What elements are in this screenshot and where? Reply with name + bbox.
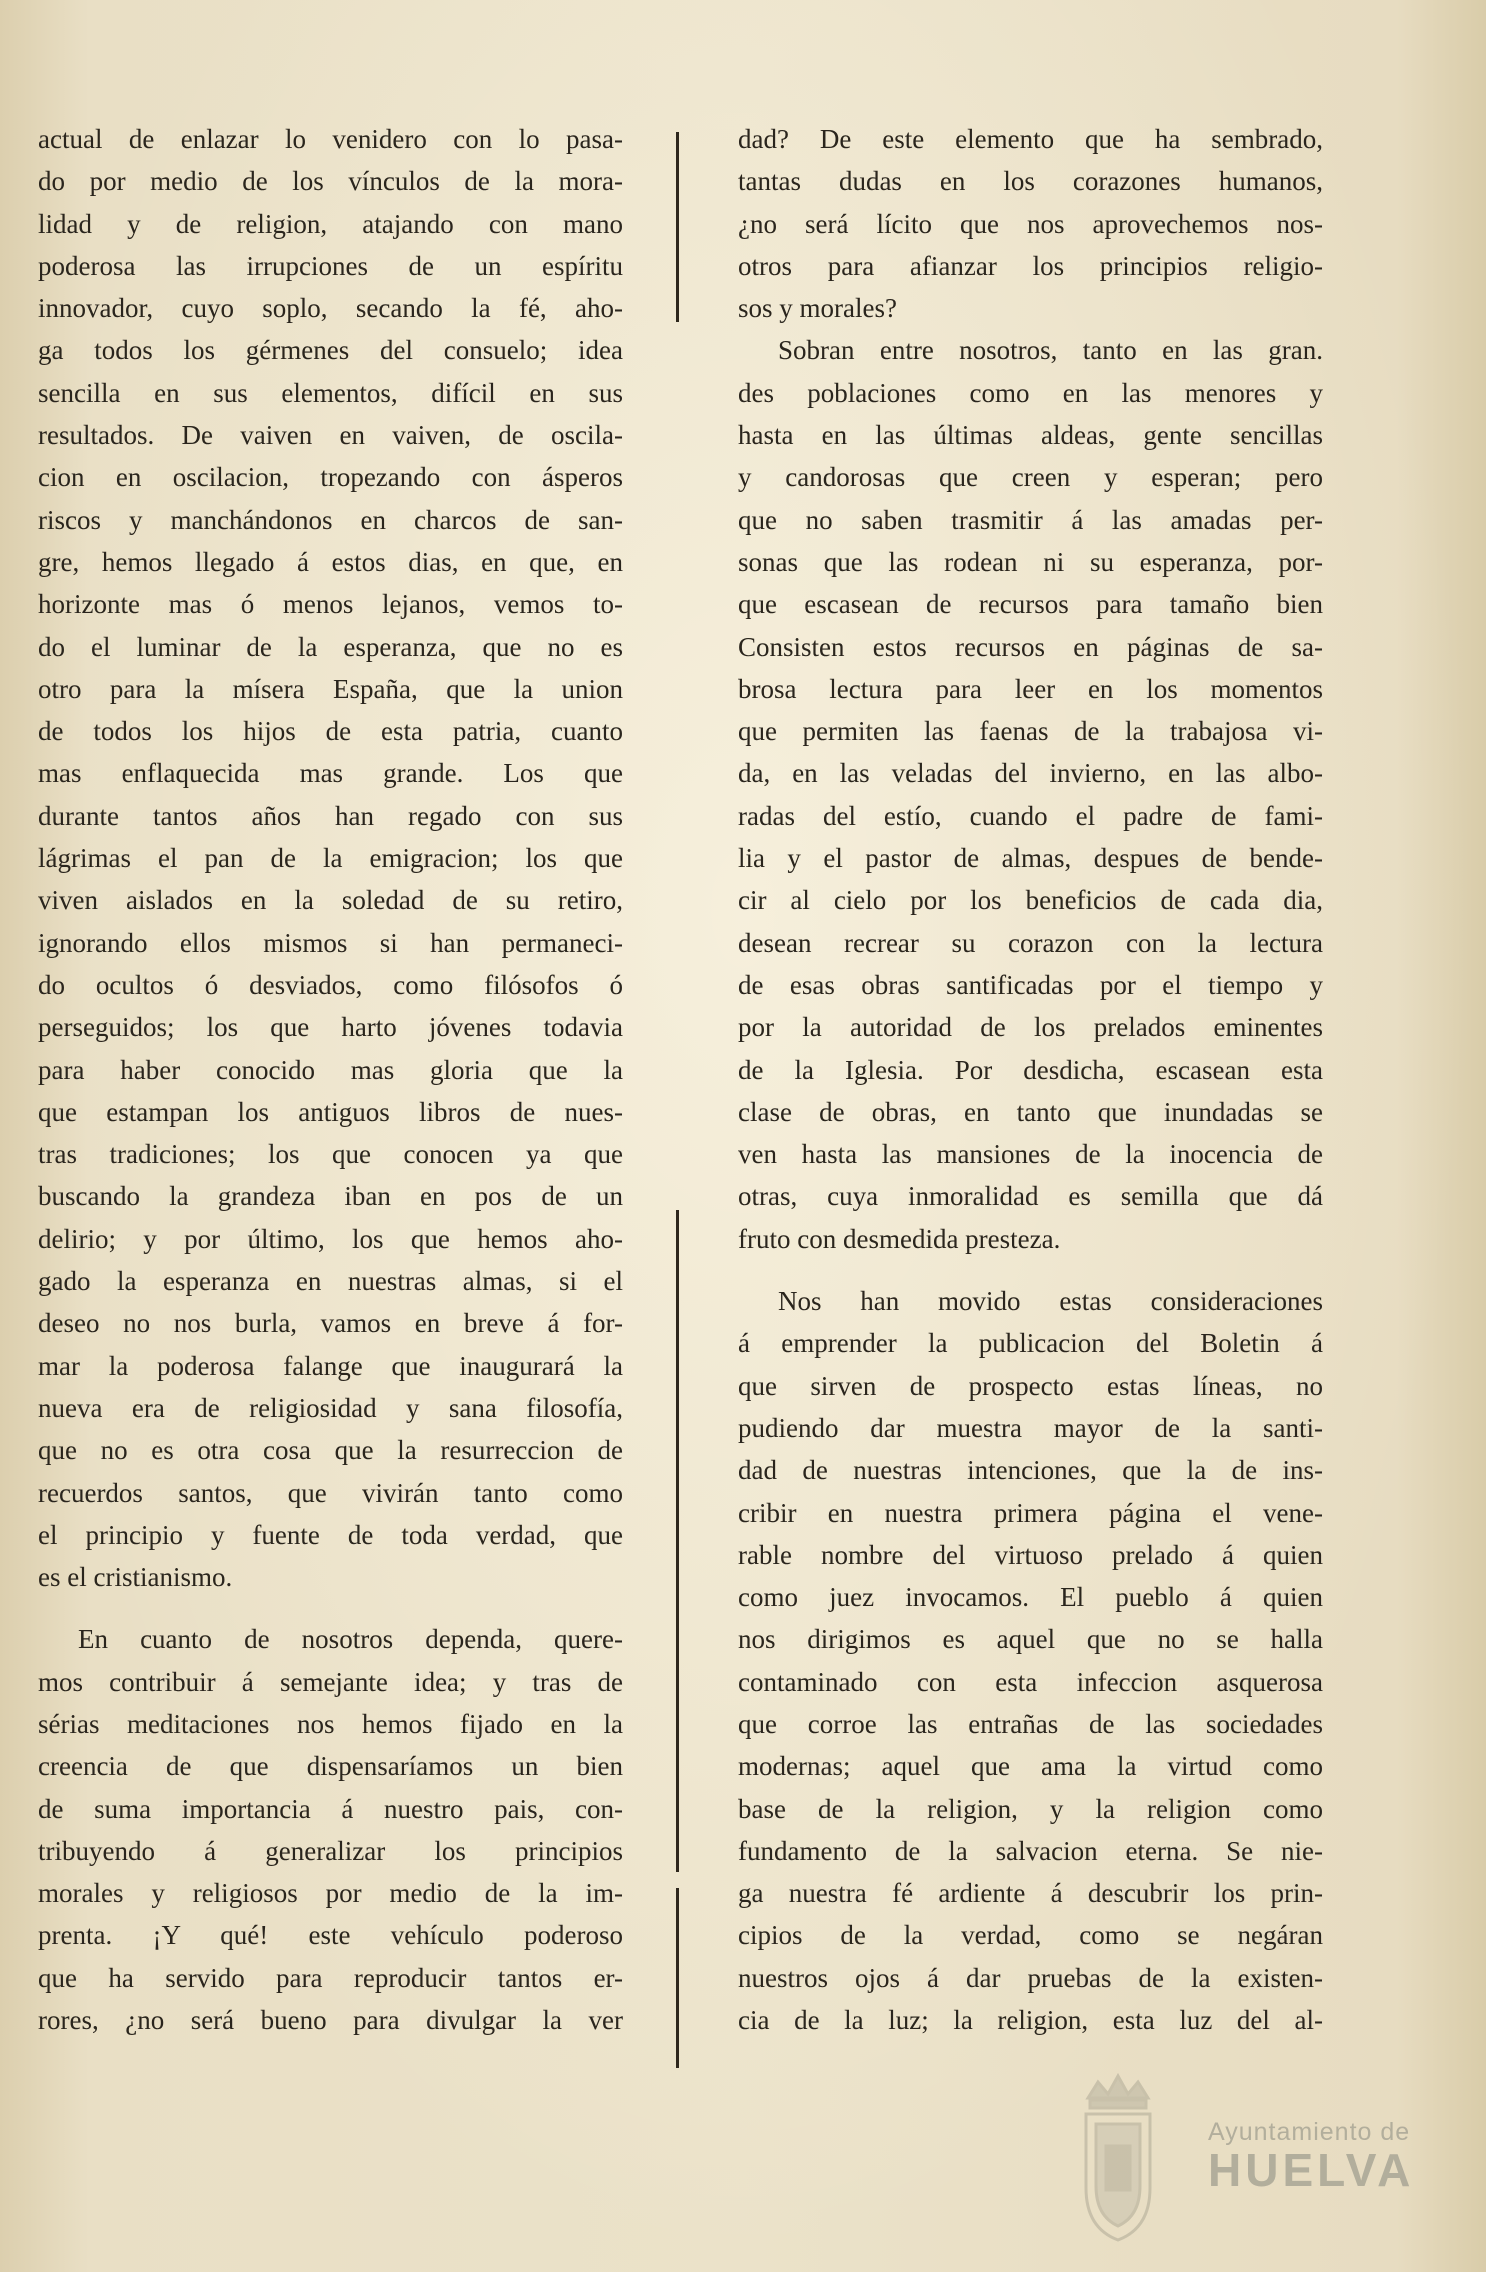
text-line: base de la religion, y la religion como bbox=[738, 1793, 1323, 1824]
text-line: ga nuestra fé ardiente á descubrir los prin- bbox=[738, 1878, 1323, 1909]
text-line: fruto con desmedida presteza. bbox=[738, 1223, 1061, 1254]
text-line: durante tantos años han regado con sus bbox=[38, 800, 623, 831]
text-line: do el luminar de la esperanza, que no es bbox=[38, 631, 623, 662]
text-line: poderosa las irrupciones de un espíritu bbox=[38, 250, 623, 281]
text-line: mos contribuir á semejante idea; y tras de bbox=[38, 1666, 623, 1697]
text-line: otras, cuya inmoralidad es semilla que dá bbox=[738, 1181, 1323, 1212]
text-line: á emprender la publicacion del Boletin á bbox=[738, 1328, 1323, 1359]
text-line: creencia de que dispensaríamos un bien bbox=[38, 1751, 623, 1782]
text-line: como juez invocamos. El pueblo á quien bbox=[738, 1582, 1323, 1613]
text-line: nuestros ojos á dar pruebas de la existen- bbox=[738, 1962, 1323, 1993]
text-line: nueva era de religiosidad y sana filosofía, bbox=[38, 1392, 623, 1423]
text-line: da, en las veladas del invierno, en las albo- bbox=[738, 758, 1323, 789]
text-line: dad? De este elemento que ha sembrado, bbox=[738, 124, 1323, 154]
text-line: riscos y manchándonos en charcos de san- bbox=[38, 504, 623, 535]
text-line: que escasean de recursos para tamaño bien bbox=[738, 589, 1323, 620]
watermark-line-2: HUELVA bbox=[1208, 2144, 1415, 2196]
text-line: gado la esperanza en nuestras almas, si el bbox=[38, 1266, 623, 1297]
text-line: cion en oscilacion, tropezando con ásperos bbox=[38, 462, 623, 493]
text-line: rores, ¿no será bueno para divulgar la ver bbox=[38, 2005, 623, 2036]
text-line: fundamento de la salvacion eterna. Se nie- bbox=[738, 1835, 1323, 1866]
text-line: gre, hemos llegado á estos dias, en que, en bbox=[38, 546, 623, 577]
text-line: innovador, cuyo soplo, secando la fé, aho- bbox=[38, 293, 623, 324]
text-line: lágrimas el pan de la emigracion; los que bbox=[38, 843, 623, 874]
text-line: de la Iglesia. Por desdicha, escasean esta bbox=[738, 1054, 1323, 1085]
text-line: mar la poderosa falange que inaugurará la bbox=[38, 1350, 623, 1381]
watermark-line-1: Ayuntamiento de bbox=[1208, 2118, 1411, 2146]
text-line: que corroe las entrañas de las sociedades bbox=[738, 1708, 1323, 1739]
text-line: tribuyendo á generalizar los principios bbox=[38, 1835, 623, 1866]
text-line: morales y religiosos por medio de la im- bbox=[38, 1878, 623, 1909]
text-line: tantas dudas en los corazones humanos, bbox=[738, 166, 1323, 197]
text-line: desean recrear su corazon con la lectura bbox=[738, 927, 1323, 958]
text-line: que sirven de prospecto estas líneas, no bbox=[738, 1370, 1323, 1401]
text-line: do ocultos ó desviados, como filósofos ó bbox=[38, 969, 623, 1000]
text-line: lidad y de religion, atajando con mano bbox=[38, 208, 623, 239]
text-line: de todos los hijos de esta patria, cuanto bbox=[38, 716, 623, 747]
text-line: hasta en las últimas aldeas, gente sencillas bbox=[738, 420, 1323, 451]
text-line: clase de obras, en tanto que inundadas se bbox=[738, 1096, 1323, 1127]
text-line: de suma importancia á nuestro pais, con- bbox=[38, 1793, 623, 1824]
text-line: resultados. De vaiven en vaiven, de oscila- bbox=[38, 420, 623, 451]
text-line: es el cristianismo. bbox=[38, 1562, 233, 1593]
text-line: Nos han movido estas consideraciones bbox=[778, 1286, 1323, 1317]
text-line: cir al cielo por los beneficios de cada dia, bbox=[738, 885, 1323, 916]
left-paragraph-1 bbox=[38, 118, 623, 1598]
text-line: modernas; aquel que ama la virtud como bbox=[738, 1751, 1323, 1782]
text-line: nos dirigimos es aquel que no se halla bbox=[738, 1624, 1323, 1655]
text-line: Consisten estos recursos en páginas de sa- bbox=[738, 631, 1323, 662]
text-line: viven aislados en la soledad de su retiro, bbox=[38, 885, 623, 916]
text-line: ¿no será lícito que nos aprovechemos nos- bbox=[738, 208, 1323, 239]
text-line: lia y el pastor de almas, despues de bende- bbox=[738, 843, 1323, 874]
text-line: brosa lectura para leer en los momentos bbox=[738, 673, 1323, 704]
text-line: que no es otra cosa que la resurreccion de bbox=[38, 1435, 623, 1466]
text-line: Sobran entre nosotros, tanto en las gran. bbox=[778, 335, 1323, 366]
text-line: rable nombre del virtuoso prelado á quien bbox=[738, 1539, 1323, 1570]
text-line: des poblaciones como en las menores y bbox=[738, 377, 1323, 408]
text-line: que permiten las faenas de la trabajosa vi- bbox=[738, 716, 1323, 747]
text-line: perseguidos; los que harto jóvenes todavia bbox=[38, 1012, 623, 1043]
text-line: sonas que las rodean ni su esperanza, por- bbox=[738, 546, 1323, 577]
right-paragraph-2 bbox=[738, 329, 1323, 1260]
text-line: contaminado con esta infeccion asquerosa bbox=[738, 1666, 1323, 1697]
text-line: dad de nuestras intenciones, que la de ins- bbox=[738, 1455, 1323, 1486]
text-line: sérias meditaciones nos hemos fijado en la bbox=[38, 1708, 623, 1739]
text-line: recuerdos santos, que vivirán tanto como bbox=[38, 1477, 623, 1508]
column-divider-top bbox=[676, 132, 679, 322]
text-line: mas enflaquecida mas grande. Los que bbox=[38, 758, 623, 789]
city-shield-icon bbox=[1078, 2068, 1158, 2246]
text-line: ignorando ellos mismos si han permaneci- bbox=[38, 927, 623, 958]
text-line: que no saben trasmitir á las amadas per- bbox=[738, 504, 1323, 535]
text-line: para haber conocido mas gloria que la bbox=[38, 1054, 623, 1085]
text-line: deseo no nos burla, vamos en breve á for- bbox=[38, 1308, 623, 1339]
right-column bbox=[738, 118, 1323, 2041]
text-line: En cuanto de nosotros dependa, quere- bbox=[78, 1624, 623, 1655]
column-divider-bottom bbox=[676, 1888, 679, 2068]
text-line: prenta. ¡Y qué! este vehículo poderoso bbox=[38, 1920, 623, 1951]
text-line: delirio; y por último, los que hemos aho- bbox=[38, 1223, 623, 1254]
right-paragraph-3 bbox=[738, 1280, 1323, 2041]
text-line: pudiendo dar muestra mayor de la santi- bbox=[738, 1412, 1323, 1443]
column-divider-middle bbox=[676, 1210, 679, 1872]
right-paragraph-1 bbox=[738, 118, 1323, 329]
text-line: otros para afianzar los principios religio- bbox=[738, 250, 1323, 281]
left-paragraph-2 bbox=[38, 1618, 623, 2041]
text-line: actual de enlazar lo venidero con lo pasa- bbox=[38, 124, 623, 154]
text-line: que ha servido para reproducir tantos er- bbox=[38, 1962, 623, 1993]
text-line: ven hasta las mansiones de la inocencia de bbox=[738, 1139, 1323, 1170]
text-line: sencilla en sus elementos, difícil en sus bbox=[38, 377, 623, 408]
text-line: por la autoridad de los prelados eminentes bbox=[738, 1012, 1323, 1043]
text-line: sos y morales? bbox=[738, 293, 897, 324]
text-line: cipios de la verdad, como se negáran bbox=[738, 1920, 1323, 1951]
text-line: y candorosas que creen y esperan; pero bbox=[738, 462, 1323, 493]
left-column bbox=[38, 118, 623, 2041]
archive-watermark bbox=[1208, 2118, 1478, 2197]
text-line: ga todos los gérmenes del consuelo; idea bbox=[38, 335, 623, 366]
text-line: otro para la mísera España, que la union bbox=[38, 673, 623, 704]
text-line: el principio y fuente de toda verdad, que bbox=[38, 1519, 623, 1550]
text-line: buscando la grandeza iban en pos de un bbox=[38, 1181, 623, 1212]
text-line: cia de la luz; la religion, esta luz del al- bbox=[738, 2005, 1323, 2036]
text-line: horizonte mas ó menos lejanos, vemos to- bbox=[38, 589, 623, 620]
text-line: de esas obras santificadas por el tiempo y bbox=[738, 969, 1323, 1000]
text-line: que estampan los antiguos libros de nues- bbox=[38, 1096, 623, 1127]
text-line: do por medio de los vínculos de la mora- bbox=[38, 166, 623, 197]
text-line: cribir en nuestra primera página el vene- bbox=[738, 1497, 1323, 1528]
text-line: tras tradiciones; los que conocen ya que bbox=[38, 1139, 623, 1170]
text-line: radas del estío, cuando el padre de fami- bbox=[738, 800, 1323, 831]
